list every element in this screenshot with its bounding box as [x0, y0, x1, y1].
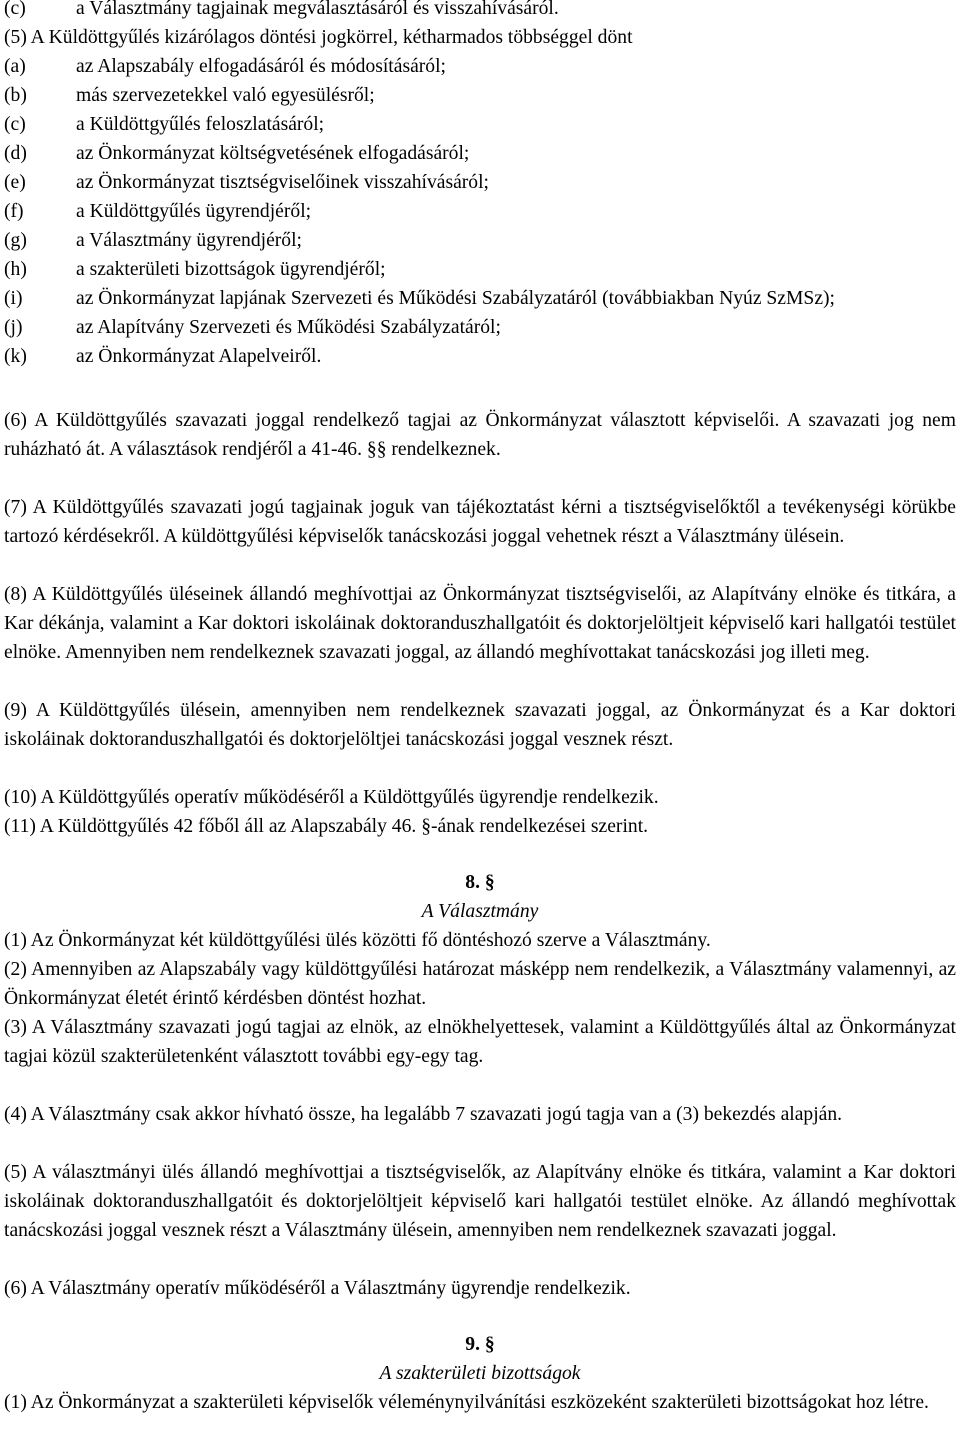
- section-9-paragraph-1: (1) Az Önkormányzat a szakterületi képviselők véleménynyilvánítási eszközeként szakterületi bizottságokat hoz létre.: [4, 1392, 929, 1413]
- list-item: [4, 139, 956, 168]
- section-8-number: 8. §: [465, 872, 495, 893]
- list-item-label: (j): [4, 317, 23, 338]
- section-8-paragraph-1: (1) Az Önkormányzat két küldöttgyűlési ülés közötti fő döntéshozó szerve a Választmány.: [4, 930, 711, 951]
- list-item-text: az Alapítvány Szervezeti és Működési Szabályzatáról;: [76, 317, 501, 338]
- list-item-text: az Önkormányzat Alapelveiről.: [76, 346, 322, 367]
- section-8-paragraph-3: (3) A Választmány szavazati jogú tagjai az elnök, az elnökhelyettesek, valamint a Küldöttgyűlés által az Önkormányzat tagjai közül szakterületenként választott további egy-egy tag.: [4, 1017, 956, 1067]
- list-item: [4, 197, 956, 226]
- list-item-text: az Alapszabály elfogadásáról és módosításáról;: [76, 56, 446, 77]
- list-item-text: más szervezetekkel való egyesülésről;: [76, 85, 375, 106]
- section-9-title: A szakterületi bizottságok: [379, 1363, 581, 1384]
- list-item-label: (b): [4, 85, 27, 106]
- paragraph-10: (10) A Küldöttgyűlés operatív működéséről a Küldöttgyűlés ügyrendje rendelkezik.: [4, 787, 659, 808]
- list-item: [4, 342, 956, 371]
- list-item-text: a Küldöttgyűlés ügyrendjéről;: [76, 201, 312, 222]
- list-item: [4, 226, 956, 255]
- section-8-paragraph-2: (2) Amennyiben az Alapszabály vagy küldöttgyűlési határozat másképp nem rendelkezik, a Választmány valamennyi, az Önkormányzat életét érintő kérdésben döntést hozhat.: [4, 959, 956, 1009]
- list-item: [4, 255, 956, 284]
- list-item: [4, 168, 956, 197]
- paragraph-5-intro: (5) A Küldöttgyűlés kizárólagos döntési jogkörrel, kétharmados többséggel dönt: [4, 27, 633, 48]
- list-item-label: (h): [4, 259, 27, 280]
- section-8-paragraph-6: (6) A Választmány operatív működéséről a Választmány ügyrendje rendelkezik.: [4, 1278, 631, 1299]
- list-item-label: (c): [4, 114, 26, 135]
- section-8-paragraph-4: (4) A Választmány csak akkor hívható össze, ha legalább 7 szavazati jogú tagja van a (3) bekezdés alapján.: [4, 1104, 843, 1125]
- list-item-label: (i): [4, 288, 23, 309]
- list-item-label: (d): [4, 143, 27, 164]
- paragraph-9: (9) A Küldöttgyűlés ülésein, amennyiben nem rendelkeznek szavazati joggal, az Önkormányzat és a Kar doktori iskoláinak doktoranduszhallgatói és doktorjelöltjei tanácskozási joggal vesznek részt.: [4, 700, 956, 750]
- paragraph-6: (6) A Küldöttgyűlés szavazati joggal rendelkező tagjai az Önkormányzat választott képviselői. A szavazati jog nem ruházható át. A választások rendjéről a 41-46. §§ rendelkeznek.: [4, 410, 956, 460]
- section-9-number: 9. §: [465, 1334, 495, 1355]
- list-item-text: az Önkormányzat lapjának Szervezeti és Működési Szabályzatáról (továbbiakban Nyúz SzMSz);: [76, 288, 835, 309]
- list-item-label: (e): [4, 172, 26, 193]
- section-8-paragraph-5: (5) A választmányi ülés állandó meghívottjai a tisztségviselők, az Alapítvány elnöke és titkára, valamint a Kar doktori iskoláinak doktoranduszhallgatóit és doktorjelöltjeit képviselő kari hallgatói testület elnöke. Az állandó meghívottak tanácskozási joggal vesznek részt a Választmány ülésein, amennyiben nem rendelkeznek szavazati joggal.: [4, 1162, 956, 1241]
- list-item: [4, 81, 956, 110]
- list-item-text: a Küldöttgyűlés feloszlatásáról;: [76, 114, 325, 135]
- paragraph-11: (11) A Küldöttgyűlés 42 főből áll az Alapszabály 46. §-ának rendelkezései szerint.: [4, 816, 649, 837]
- list-item-text: az Önkormányzat költségvetésének elfogadásáról;: [76, 143, 470, 164]
- list-item-label: (c): [4, 0, 26, 19]
- list-item-text: a Választmány tagjainak megválasztásáról és visszahívásáról.: [76, 0, 559, 19]
- list-item-text: a szakterületi bizottságok ügyrendjéről;: [76, 259, 386, 280]
- list-item-label: (k): [4, 346, 27, 367]
- list-item-text: a Választmány ügyrendjéről;: [76, 230, 302, 251]
- section-8-title: A Választmány: [421, 901, 539, 922]
- list-item: [4, 110, 956, 139]
- list-item: [4, 284, 956, 313]
- list-item: [4, 313, 956, 342]
- list-item-text: az Önkormányzat tisztségviselőinek visszahívásáról;: [76, 172, 489, 193]
- paragraph-8: (8) A Küldöttgyűlés üléseinek állandó meghívottjai az Önkormányzat tisztségviselői, az Alapítvány elnöke és titkára, a Kar dékánja, valamint a Kar doktori iskoláinak doktoranduszhallgatóit és doktorjelöltjeit képviselő kari hallgatói testület elnöke. Amennyiben nem rendelkeznek szavazati joggal, az állandó meghívottakat tanácskozási jog illeti meg.: [4, 584, 956, 663]
- paragraph-7: (7) A Küldöttgyűlés szavazati jogú tagjainak joguk van tájékoztatást kérni a tisztségviselőktől a tevékenységi körükbe tartozó kérdésekről. A küldöttgyűlési képviselők tanácskozási joggal vehetnek részt a Választmány ülésein.: [4, 497, 956, 547]
- decision-list: [4, 52, 956, 371]
- list-item-label: (g): [4, 230, 27, 251]
- list-item: [4, 52, 956, 81]
- list-item-label: (f): [4, 201, 24, 222]
- list-item-label: (a): [4, 56, 26, 77]
- list-item: [4, 0, 956, 23]
